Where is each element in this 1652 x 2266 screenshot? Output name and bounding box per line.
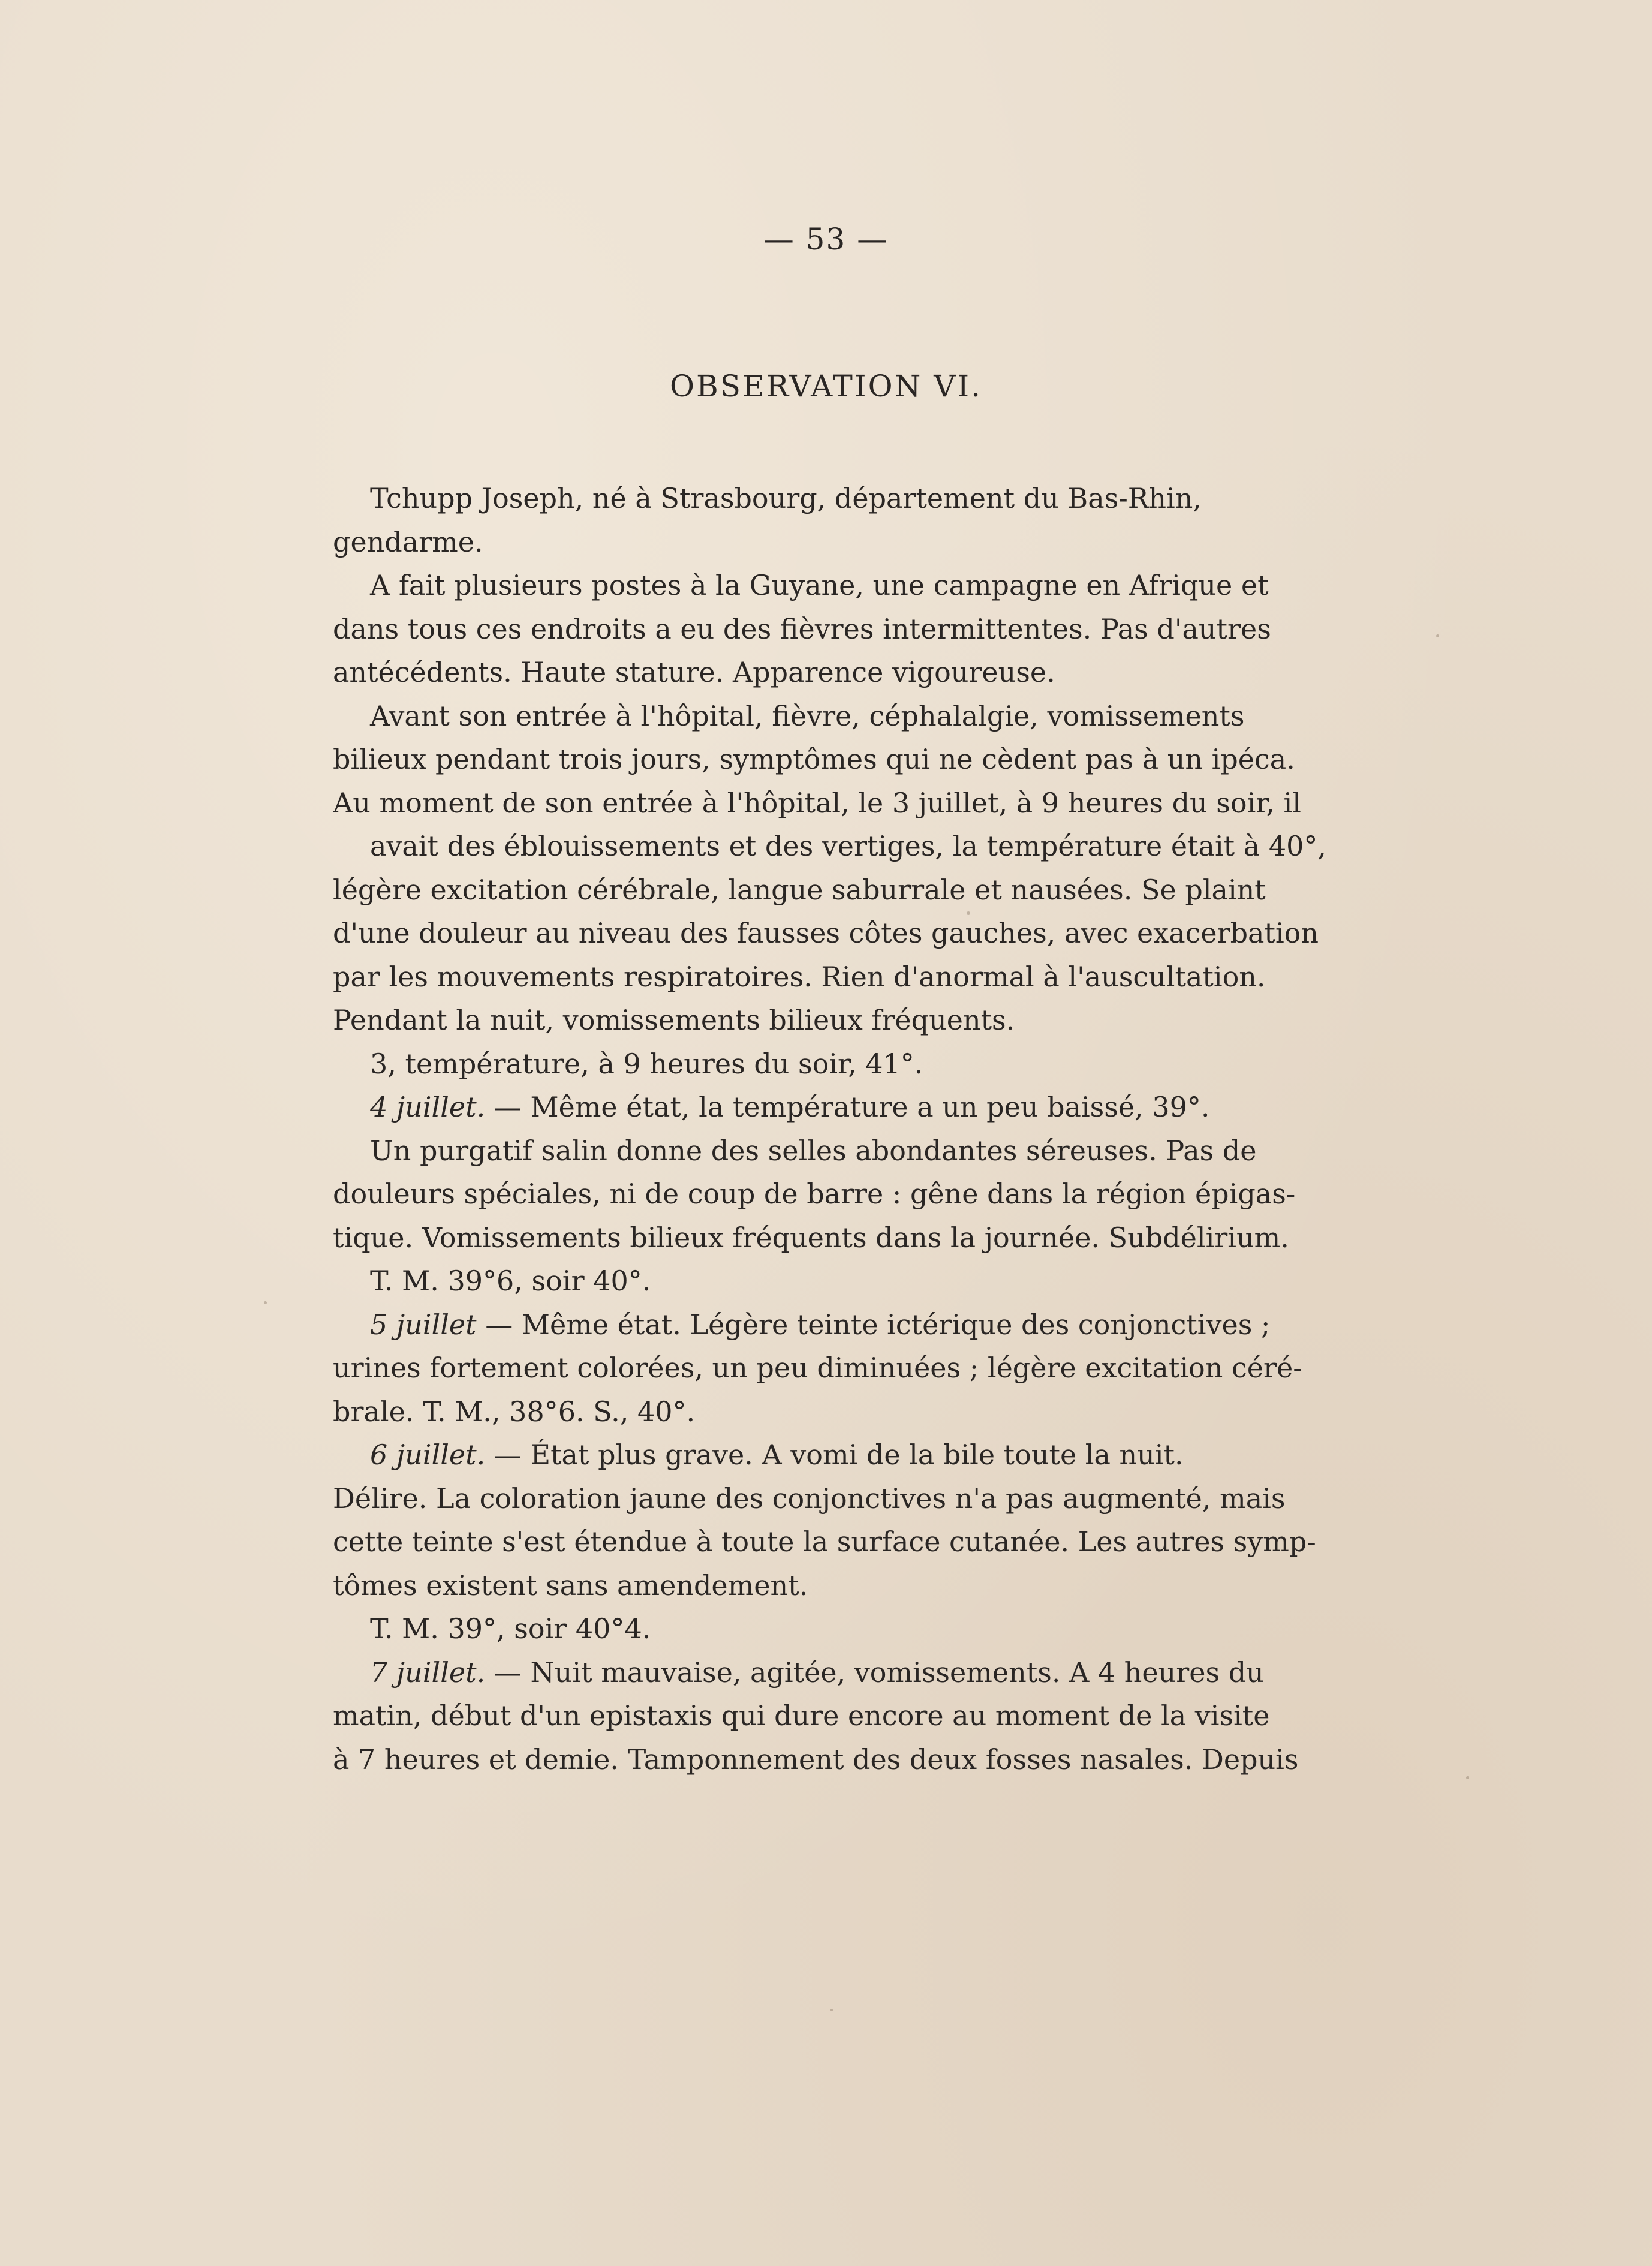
text-line: urines fortement colorées, un peu diminuées ; légère excitation céré- <box>333 1352 1302 1384</box>
dated-line <box>333 1651 1343 1695</box>
text-line: bilieux pendant trois jours, symptômes qui ne cèdent pas à un ipéca. <box>333 743 1295 775</box>
entry-date: 6 juillet. <box>370 1439 486 1471</box>
page-number: — 53 — <box>763 222 889 257</box>
entry-text: — État plus grave. A vomi de la bile toute la nuit. <box>485 1439 1184 1471</box>
text-line: brale. T. M., 38°6. S., 40°. <box>333 1395 696 1428</box>
paper-speck <box>264 1301 267 1304</box>
text-line: dans tous ces endroits a eu des fièvres intermittentes. Pas d'autres <box>333 612 1271 645</box>
text-line: T. M. 39°6, soir 40°. <box>370 1265 651 1297</box>
dated-line <box>333 1085 1343 1129</box>
text-line: d'une douleur au niveau des fausses côtes gauches, avec exacerbation <box>333 917 1319 949</box>
text-line: Délire. La coloration jaune des conjonctives n'a pas augmenté, mais <box>333 1482 1286 1515</box>
text-line: tômes existent sans amendement. <box>333 1569 808 1602</box>
paper-speck <box>1436 634 1439 637</box>
text-line: à 7 heures et demie. Tamponnement des deux fosses nasales. Depuis <box>333 1743 1299 1776</box>
text-line: Un purgatif salin donne des selles abondantes séreuses. Pas de <box>370 1134 1257 1167</box>
text-line: avait des éblouissements et des vertiges, la température était à 40°, <box>370 830 1326 862</box>
text-line: douleurs spéciales, ni de coup de barre : gêne dans la région épigas- <box>333 1178 1296 1210</box>
text-line: Pendant la nuit, vomissements bilieux fréquents. <box>333 1004 1015 1036</box>
text-line: cette teinte s'est étendue à toute la surface cutanée. Les autres symp- <box>333 1525 1316 1558</box>
text-line: matin, début d'un epistaxis qui dure encore au moment de la visite <box>333 1699 1270 1732</box>
text-line: T. M. 39°, soir 40°4. <box>370 1612 651 1645</box>
paper-speck <box>830 2009 833 2011</box>
text-line: par les mouvements respiratoires. Rien d'anormal à l'auscultation. <box>333 960 1266 993</box>
observation-body <box>333 477 1343 1781</box>
text-line: Au moment de son entrée à l'hôpital, le 3 juillet, à 9 heures du soir, il <box>333 786 1301 819</box>
entry-date: 4 juillet. <box>370 1091 486 1123</box>
text-line: légère excitation cérébrale, langue saburrale et nausées. Se plaint <box>333 873 1266 906</box>
text-line: Tchupp Joseph, né à Strasbourg, département du Bas-Rhin, <box>370 482 1202 514</box>
entry-text: — Nuit mauvaise, agitée, vomissements. A 4 heures du <box>485 1656 1264 1689</box>
paper-speck <box>1466 1776 1469 1779</box>
text-line: 3, température, à 9 heures du soir, 41°. <box>370 1047 923 1080</box>
entry-text: — Même état, la température a un peu baissé, 39°. <box>485 1091 1210 1123</box>
entry-text: — Même état. Légère teinte ictérique des conjonctives ; <box>476 1308 1271 1341</box>
text-line: tique. Vomissements bilieux fréquents dans la journée. Subdélirium. <box>333 1221 1289 1254</box>
entry-date: 7 juillet. <box>370 1656 486 1689</box>
text-line: Avant son entrée à l'hôpital, fièvre, céphalalgie, vomissements <box>370 699 1245 732</box>
dated-line <box>333 1433 1343 1477</box>
text-line: antécédents. Haute stature. Apparence vigoureuse. <box>333 656 1055 688</box>
observation-title: OBSERVATION VI. <box>670 369 982 404</box>
text-line: gendarme. <box>333 525 483 558</box>
entry-date: 5 juillet <box>370 1308 477 1341</box>
text-line: A fait plusieurs postes à la Guyane, une campagne en Afrique et <box>370 569 1269 601</box>
dated-line <box>333 1303 1343 1347</box>
